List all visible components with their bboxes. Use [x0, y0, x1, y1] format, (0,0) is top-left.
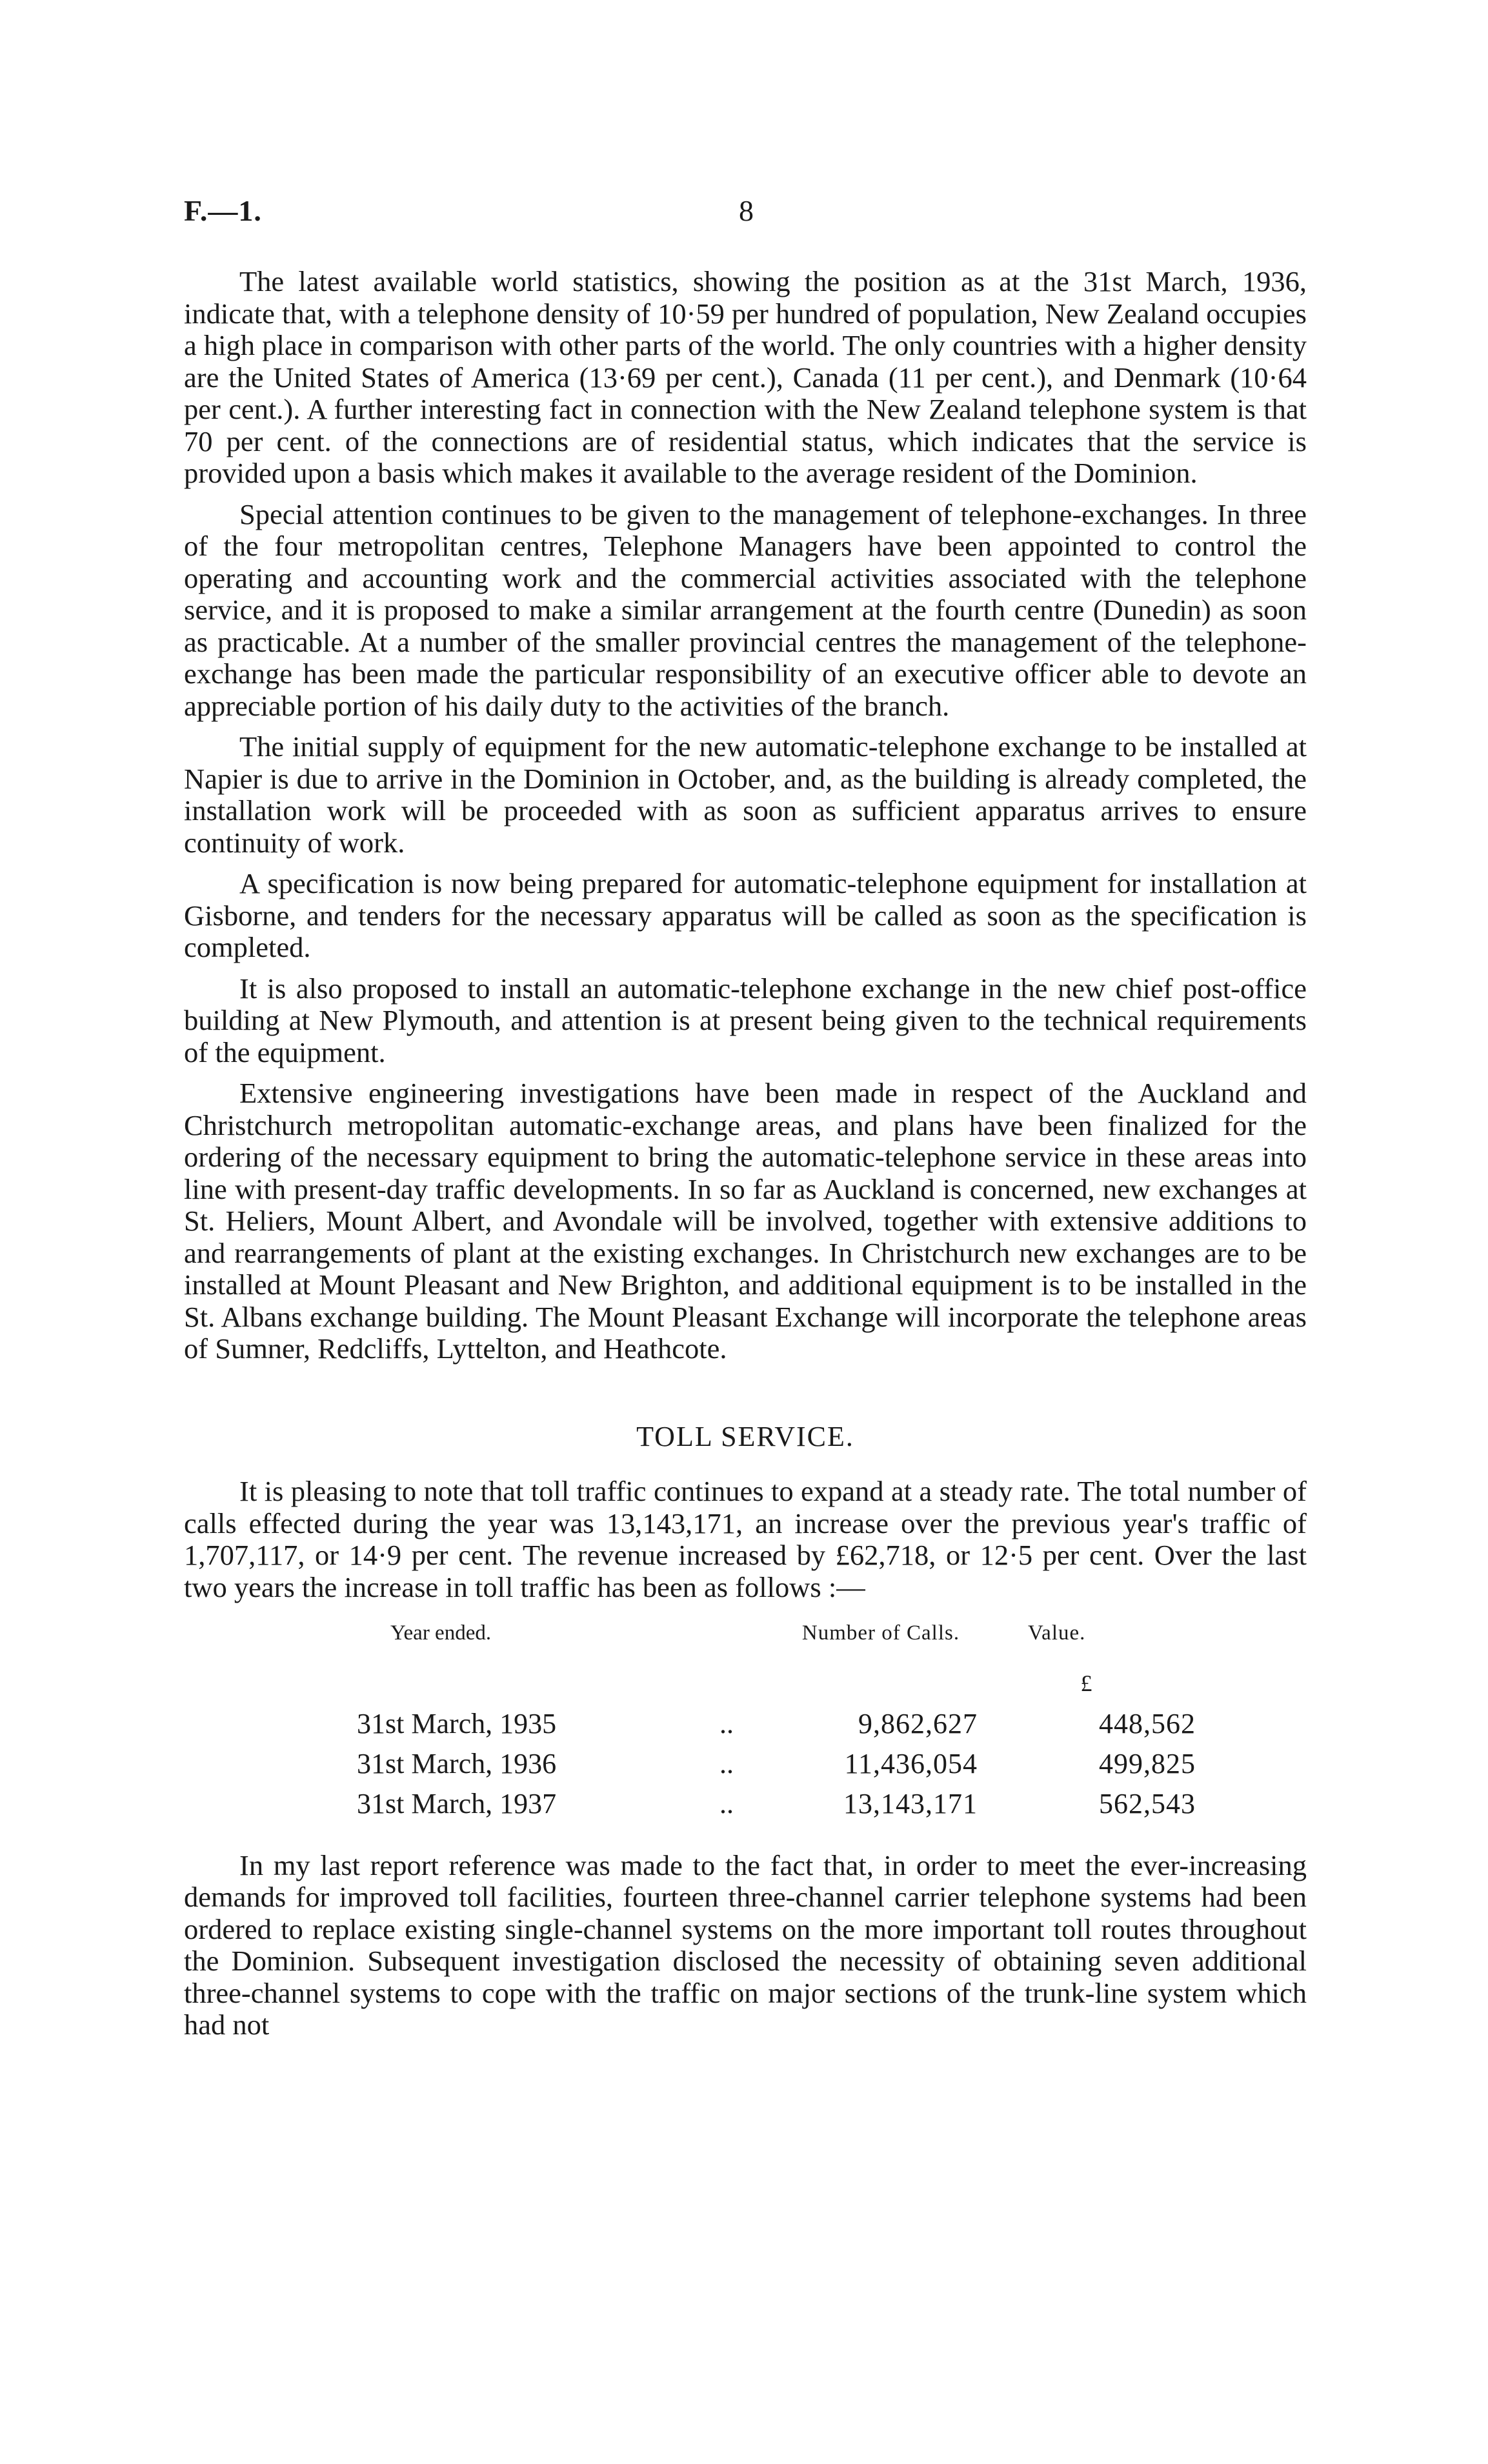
table-header-row [357, 1618, 1196, 1664]
value-unit: £ [1080, 1670, 1093, 1696]
row-leader: .. [719, 1787, 734, 1819]
row-year: 31st March, 1937 [357, 1787, 557, 1819]
section-heading: TOLL SERVICE. [636, 1420, 854, 1452]
row-leader: .. [719, 1747, 734, 1779]
row-year: 31st March, 1936 [357, 1747, 557, 1779]
paragraph-gisborne-specification: A specification is now being prepared for automatic-telephone equipment for installation at Gisborne, and tenders for the necessary apparatus will be called as soon as the specification is completed. [184, 867, 1307, 963]
paragraph-new-plymouth-exchange: It is also proposed to install an automatic-telephone exchange in the new chief post-office building at New Plymouth, and attention is at present being given to the technical requirements of the equipment. [184, 972, 1307, 1068]
unit-row-spacer [758, 1664, 978, 1704]
column-header-year: Year ended. [390, 1621, 492, 1645]
page-header [184, 194, 1307, 232]
body-text [184, 266, 1307, 2041]
row-year: 31st March, 1935 [357, 1707, 557, 1739]
table-row [357, 1704, 1196, 1744]
table-row [357, 1744, 1196, 1784]
row-calls: 13,143,171 [843, 1787, 978, 1819]
unit-row-spacer [719, 1664, 758, 1704]
row-value: 448,562 [1099, 1707, 1196, 1739]
paragraph-carrier-systems: In my last report reference was made to the fact that, in order to meet the ever-increasing demands for improved toll facilities, fourteen three-channel carrier telephone systems had been ordered to replace existing single-channel systems on the more important toll routes throughout the Dominion. Subsequent investigation disclosed the necessity of obtaining seven additional three-channel systems to cope with the traffic on major sections of the trunk-line system which had not [184, 1848, 1307, 2041]
row-leader: .. [719, 1707, 734, 1739]
paragraph-exchange-management: Special attention continues to be given to the management of telephone-exchanges. In three of the four metropolitan centres, Telephone Managers have been appointed to control the operating and accounting work and the commercial activities associated with the telephone service, and it is proposed to make a similar arrangement at the fourth centre (Dunedin) as soon as practicable. At a number of the smaller provincial centres the management of the telephone-exchange has been made the particular responsibility of an executive officer able to devote an appreciable portion of his daily duty to the activities of the branch. [184, 497, 1307, 722]
column-header-spacer [719, 1618, 758, 1664]
table-row [357, 1784, 1196, 1824]
row-calls: 11,436,054 [844, 1747, 978, 1779]
paragraph-napier-exchange: The initial supply of equipment for the new automatic-telephone exchange to be installed at Napier is due to arrive in the Dominion in October, and, as the building is already completed, the installation work will be proceeded with as soon as sufficient apparatus arrives to ensure continuity of work. [184, 730, 1307, 859]
column-header-calls: Number of Calls. [801, 1621, 960, 1645]
column-header-value: Value. [1028, 1621, 1086, 1645]
unit-row [357, 1664, 1196, 1704]
row-calls: 9,862,627 [858, 1707, 978, 1739]
paragraph-toll-intro: It is pleasing to note that toll traffic continues to expand at a steady rate. The total number of calls effected during the year was 13,143,171, an increase over the previous year's traffic of 1,707,117, or 14·9 per cent. The revenue increased by £62,718, or 12·5 per cent. Over the last two years the increase in toll traffic has been as follows :— [184, 1475, 1307, 1603]
page-number: 8 [739, 194, 754, 227]
paragraph-world-statistics: The latest available world statistics, showing the position as at the 31st March, 1936, indicate that, with a telephone density of 10·59 per hundred of population, New Zealand occupies a high place in comparison with other parts of the world. The only countries with a higher density are the United States of America (13·69 per cent.), Canada (11 per cent.), and Denmark (10·64 per cent.). A further interesting fact in connection with the New Zealand telephone system is that 70 per cent. of the connections are of residential status, which indicates that the service is provided upon a basis which makes it available to the average resident of the Dominion. [184, 265, 1307, 489]
paragraph-auckland-christchurch: Extensive engineering investigations have been made in respect of the Auckland and Christchurch metropolitan automatic-exchange areas, and plans have been finalized for the ordering of the necessary equipment to bring the automatic-telephone service in these areas into line with present-day traffic developments. In so far as Auckland is concerned, new exchanges at St. Heliers, Mount Albert, and Avondale will be involved, together with extensive additions to and rearrangements of plant at the existing exchanges. In Christchurch new exchanges are to be installed at Mount Pleasant and New Brighton, and additional equipment is to be installed in the St. Albans exchange building. The Mount Pleasant Exchange will incorporate the telephone areas of Sumner, Redcliffs, Lyttelton, and Heathcote. [184, 1077, 1307, 1365]
unit-row-spacer [357, 1664, 719, 1704]
row-value: 562,543 [1099, 1787, 1196, 1819]
toll-traffic-table [357, 1618, 1196, 1824]
document-code: F.—1. [184, 194, 262, 227]
row-value: 499,825 [1099, 1747, 1196, 1779]
